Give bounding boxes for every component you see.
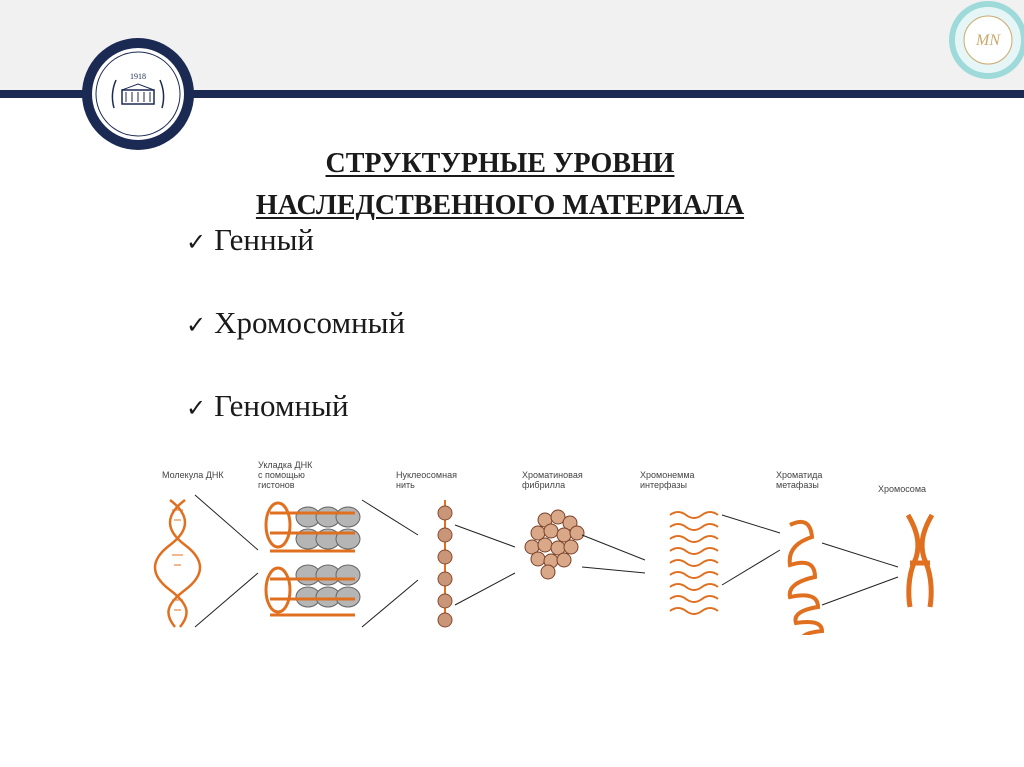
- check-icon: ✓: [186, 311, 207, 339]
- level-label: Геномный: [214, 388, 349, 423]
- level-item-gene: [186, 222, 314, 258]
- logo-year: 1918: [130, 72, 146, 81]
- svg-text:MN: MN: [976, 32, 1000, 49]
- university-logo: [82, 38, 194, 150]
- check-icon: ✓: [186, 394, 207, 422]
- diagram-drawing: [150, 455, 950, 635]
- chromatin-packing-diagram: [150, 455, 950, 635]
- label-dna-molecule: Молекула ДНК: [162, 470, 224, 480]
- level-item-genome: [186, 388, 349, 424]
- chromatin-fibril: [525, 510, 584, 579]
- label-chromatin-fibril-1: Хроматиновая: [522, 470, 583, 480]
- label-nucleosome-2: нить: [396, 480, 415, 490]
- label-dna-packing-2: с помощью: [258, 470, 305, 480]
- label-dna-packing-1: Укладка ДНК: [258, 460, 313, 470]
- chromatid-coil: [790, 522, 822, 635]
- label-chromatid-1: Хроматида: [776, 470, 823, 480]
- label-chromonema-2: интерфазы: [640, 480, 687, 490]
- title-line-1: СТРУКТУРНЫЕ УРОВНИ: [325, 148, 675, 179]
- chromosome-shape: [908, 515, 932, 607]
- label-chromatin-fibril-2: фибрилла: [522, 480, 566, 490]
- label-nucleosome-1: Нуклеосомная: [396, 470, 457, 480]
- histone-cluster: [296, 507, 360, 607]
- check-icon: ✓: [186, 228, 207, 256]
- logo-emblem: [92, 48, 184, 140]
- slide-title: [150, 143, 850, 227]
- title-line-2: НАСЛЕДСТВЕННОГО МАТЕРИАЛА: [255, 190, 745, 221]
- label-chromatid-2: метафазы: [776, 480, 819, 490]
- level-label: Хромосомный: [214, 305, 406, 340]
- level-label: Генный: [214, 222, 315, 257]
- label-chromonema-1: Хромонемма: [640, 470, 695, 480]
- label-chromosome: Хромосома: [878, 484, 927, 494]
- label-dna-packing-3: гистонов: [258, 480, 295, 490]
- dna-helix: [155, 500, 200, 627]
- chromonema-coil: [670, 512, 718, 614]
- level-item-chromosome: [186, 305, 405, 341]
- corner-badge: [948, 0, 1024, 80]
